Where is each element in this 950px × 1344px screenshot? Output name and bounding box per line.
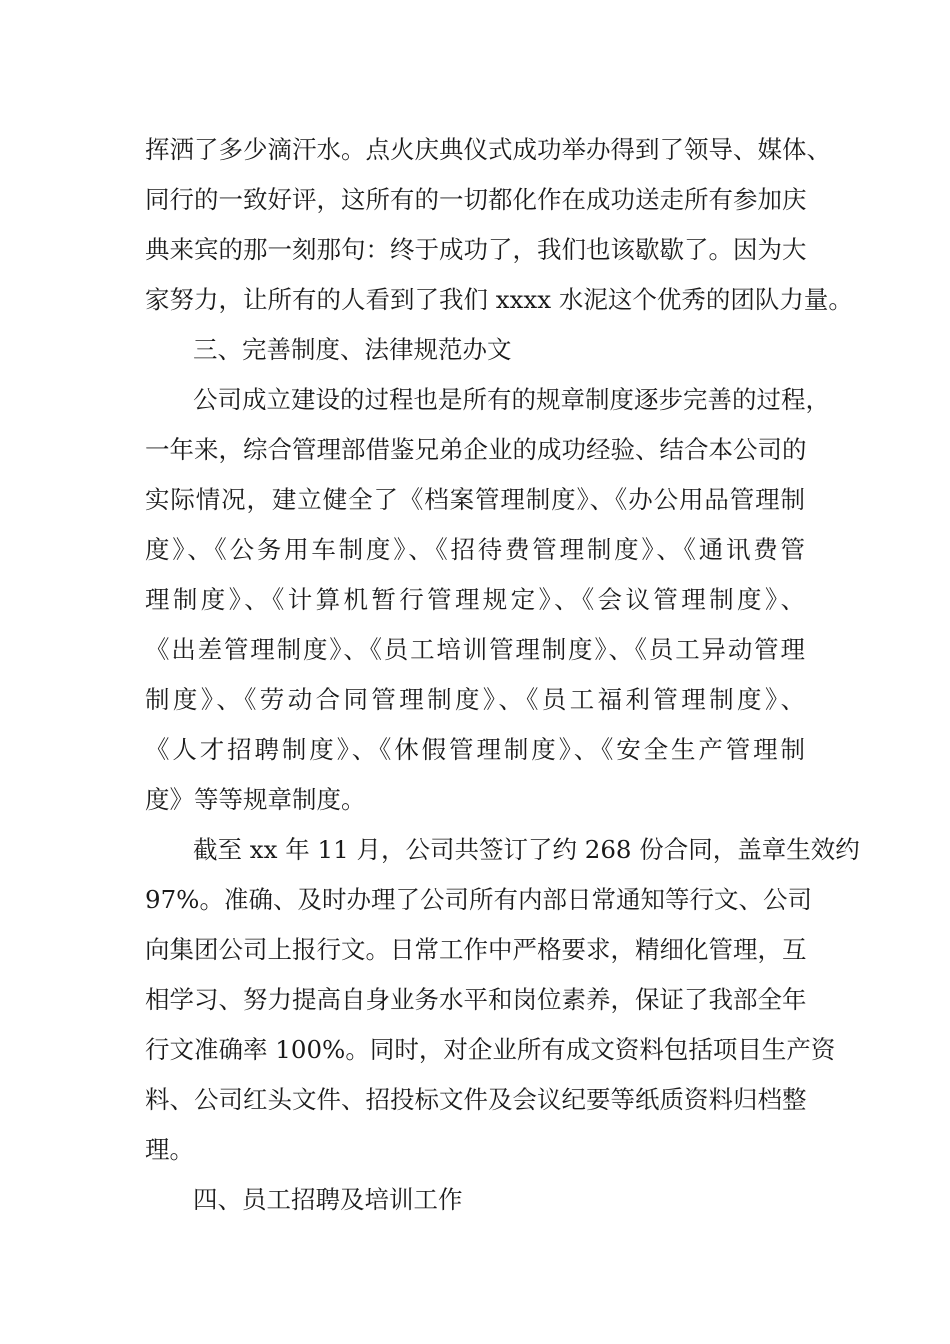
text-line: 典来宾的那一刻那句：终于成功了，我们也该歇歇了。因为大 xyxy=(145,235,807,264)
text-line: 截至 xx 年 11 月，公司共签订了约 268 份合同，盖章生效约 xyxy=(193,835,860,864)
text-line: 家努力，让所有的人看到了我们 xxxx 水泥这个优秀的团队力量。 xyxy=(145,285,853,314)
text-line: 《人才招聘制度》、《休假管理制度》、《安全生产管理制 xyxy=(145,735,805,764)
text-line: 实际情况，建立健全了《档案管理制度》、《办公用品管理制 xyxy=(145,485,805,514)
text-line: 料、公司红头文件、招投标文件及会议纪要等纸质资料归档整 xyxy=(145,1085,807,1114)
text-line: 挥洒了多少滴汗水。点火庆典仪式成功举办得到了领导、媒体、 xyxy=(145,135,831,164)
section-heading: 三、完善制度、法律规范办文 xyxy=(193,335,512,364)
text-line: 理制度》、《计算机暂行管理规定》、《会议管理制度》、 xyxy=(145,585,805,614)
text-line: 一年来，综合管理部借鉴兄弟企业的成功经验、结合本公司的 xyxy=(145,435,807,464)
section-heading: 四、员工招聘及培训工作 xyxy=(193,1185,463,1214)
text-line: 制度》、《劳动合同管理制度》、《员工福利管理制度》、 xyxy=(145,685,805,714)
text-line: 97%。准确、及时办理了公司所有内部日常通知等行文、公司 xyxy=(145,885,812,914)
text-line: 度》等等规章制度。 xyxy=(145,785,366,814)
text-line: 《出差管理制度》、《员工培训管理制度》、《员工异动管理 xyxy=(145,635,805,664)
text-line: 同行的一致好评，这所有的一切都化作在成功送走所有参加庆 xyxy=(145,185,807,214)
text-line: 公司成立建设的过程也是所有的规章制度逐步完善的过程， xyxy=(193,385,830,414)
text-line: 相学习、努力提高自身业务水平和岗位素养，保证了我部全年 xyxy=(145,985,807,1014)
text-line: 行文准确率 100%。同时，对企业所有成文资料包括项目生产资 xyxy=(145,1035,836,1064)
text-line: 度》、《公务用车制度》、《招待费管理制度》、《通讯费管 xyxy=(145,535,805,564)
text-line: 向集团公司上报行文。日常工作中严格要求，精细化管理，互 xyxy=(145,935,807,964)
text-line: 理。 xyxy=(145,1135,194,1164)
